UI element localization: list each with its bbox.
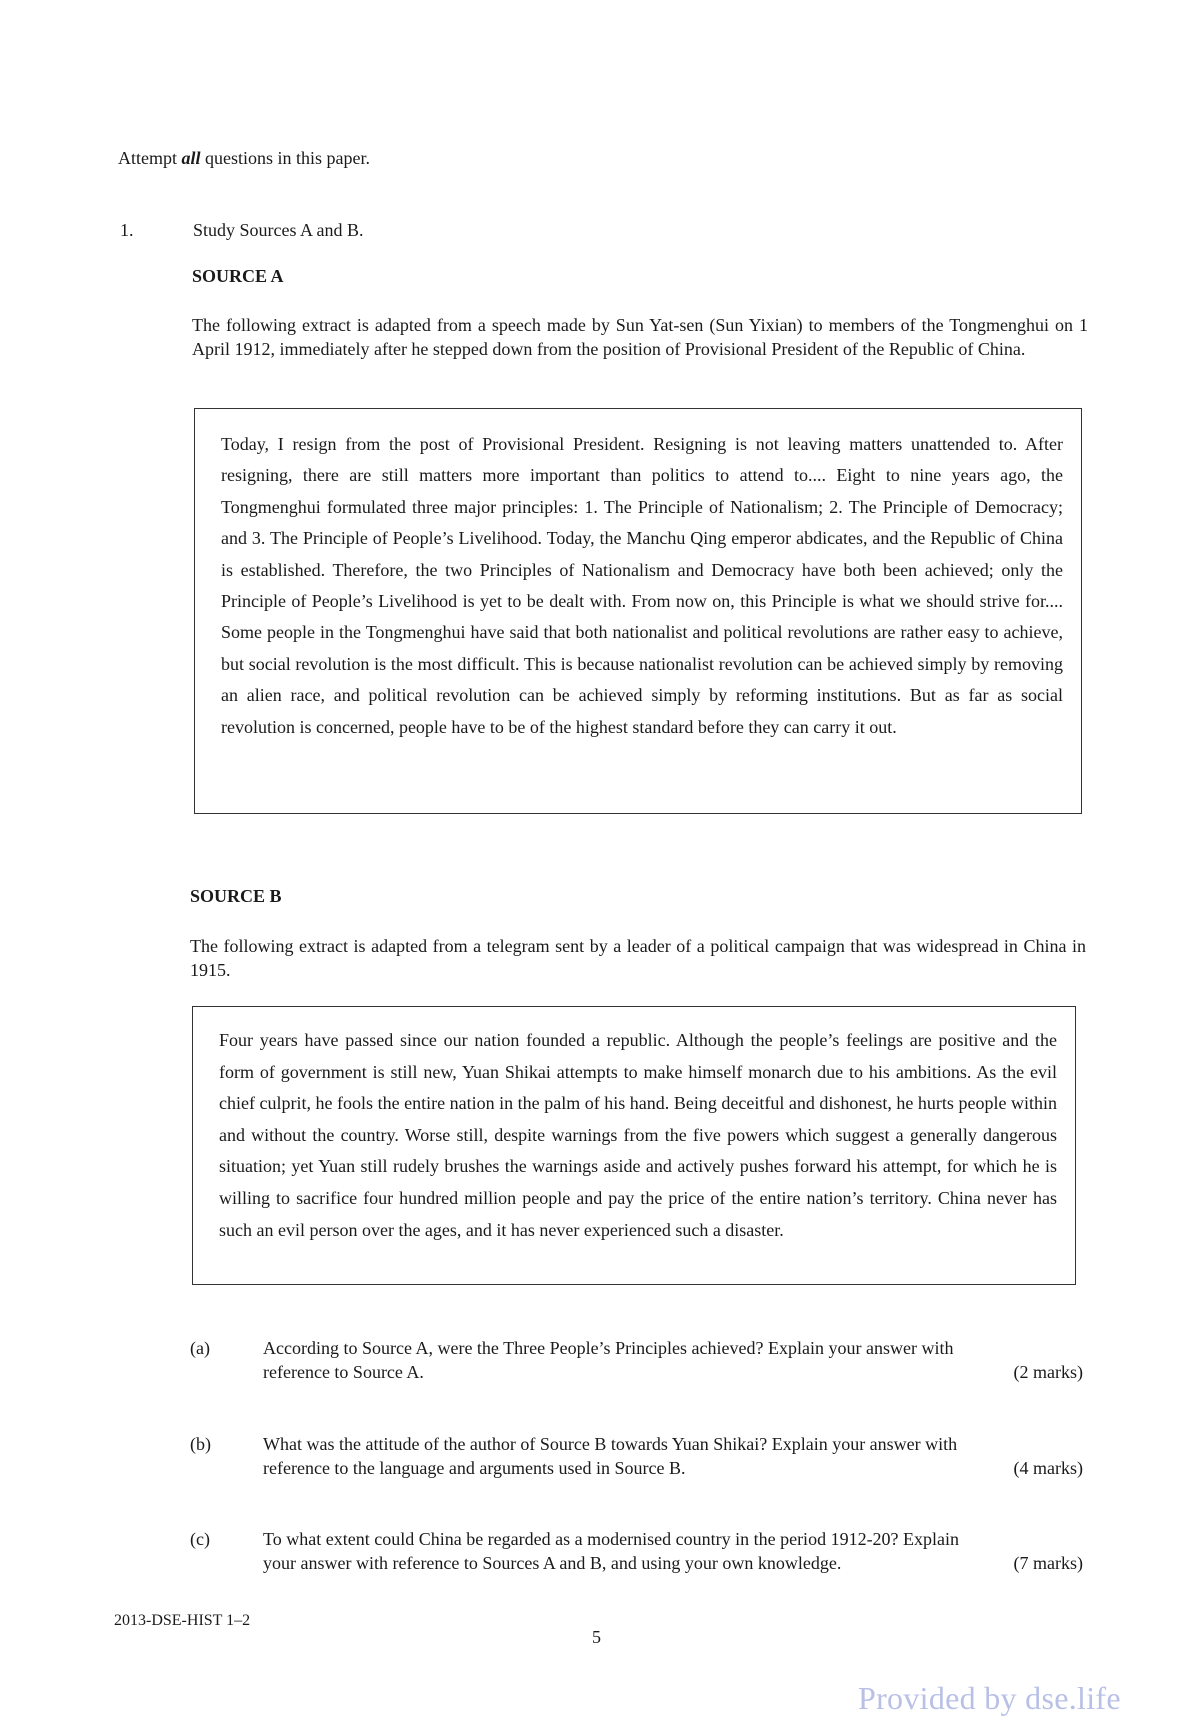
source-a-heading: SOURCE A [192, 266, 284, 286]
watermark: Provided by dse.life [858, 1680, 1121, 1716]
sub-question-c-marks: (7 marks) [1013, 1553, 1083, 1573]
page-number: 5 [592, 1627, 601, 1647]
sub-question-c [263, 1527, 1083, 1575]
source-b-box [192, 1006, 1076, 1285]
instruction-before: Attempt [118, 148, 182, 168]
source-b-intro: The following extract is adapted from a telegram sent by a leader of a political campaign that was widespread in China in 1915. [190, 936, 1086, 980]
sub-question-b [263, 1432, 1083, 1480]
sub-question-a-marks: (2 marks) [1013, 1362, 1083, 1382]
sub-question-b-line2-row [263, 1456, 1083, 1480]
sub-question-c-line2-row [263, 1551, 1083, 1575]
sub-question-b-marks: (4 marks) [1013, 1458, 1083, 1478]
question-intro: Study Sources A and B. [193, 220, 364, 240]
sub-question-c-label: (c) [190, 1529, 210, 1549]
sub-question-c-line1: To what extent could China be regarded as a modernised country in the period 1912-20? Explain [263, 1529, 960, 1549]
instruction-after: questions in this paper. [200, 148, 371, 168]
sub-question-b-label: (b) [190, 1434, 211, 1454]
source-b-text: Four years have passed since our nation founded a republic. Although the people’s feelings are positive and the form of government is still new, Yuan Shikai attempts to make himself monarch due to his ambitions. As the evil chief culprit, he fools the entire nation in the palm of his hand. Being deceitful and dishonest, he hurts people within and without the country. Worse still, despite warnings from the five powers which suggest a generally dangerous situation; yet Yuan still rudely brushes the warnings aside and actively pushes forward his attempt, for which he is willing to sacrifice four hundred million people and pay the price of the entire nation’s territory. China never has such an evil person over the ages, and it has never experienced such a disaster. [219, 1030, 1057, 1240]
paper-code: 2013-DSE-HIST 1–2 [114, 1612, 251, 1629]
source-a-text: Today, I resign from the post of Provisional President. Resigning is not leaving matters unattended to. After resigning, there are still matters more important than politics to attend to.... Eight to nine years ago, the Tongmenghui formulated three major principles: 1. The Principle of Nationalism; 2. The Principle of Democracy; and 3. The Principle of People’s Livelihood. Today, the Manchu Qing emperor abdicates, and the Republic of China is established. Therefore, the two Principles of Nationalism and Democracy have both been achieved; only the Principle of People’s Livelihood is yet to be dealt with. From now on, this Principle is what we should strive for.... Some people in the Tongmenghui have said that both nationalist and political revolutions are rather easy to achieve, but social revolution is the most difficult. This is because nationalist revolution can be achieved simply by removing an alien race, and political revolution can be achieved simply by reforming institutions. But as far as social revolution is concerned, people have to be of the highest standard before they can carry it out. [221, 434, 1063, 737]
instruction-emphasis: all [181, 148, 201, 168]
source-a-box [194, 408, 1082, 814]
sub-question-b-line2: reference to the language and arguments used in Source B. [263, 1458, 686, 1478]
sub-question-a [263, 1336, 1083, 1384]
sub-question-a-label: (a) [190, 1338, 210, 1358]
sub-question-a-line2: reference to Source A. [263, 1362, 424, 1382]
source-b-heading: SOURCE B [190, 886, 282, 906]
question-number: 1. [120, 220, 134, 240]
sub-question-c-line2: your answer with reference to Sources A and B, and using your own knowledge. [263, 1553, 842, 1573]
sub-question-a-line1: According to Source A, were the Three People’s Principles achieved? Explain your answer with [263, 1338, 954, 1358]
sub-question-b-line1: What was the attitude of the author of Source B towards Yuan Shikai? Explain your answer with [263, 1434, 958, 1454]
sub-question-a-line2-row [263, 1360, 1083, 1384]
source-a-intro: The following extract is adapted from a speech made by Sun Yat-sen (Sun Yixian) to members of the Tongmenghui on 1 April 1912, immediately after he stepped down from the position of Provisional President of the Republic of China. [192, 315, 1088, 359]
instruction-line [118, 146, 370, 170]
